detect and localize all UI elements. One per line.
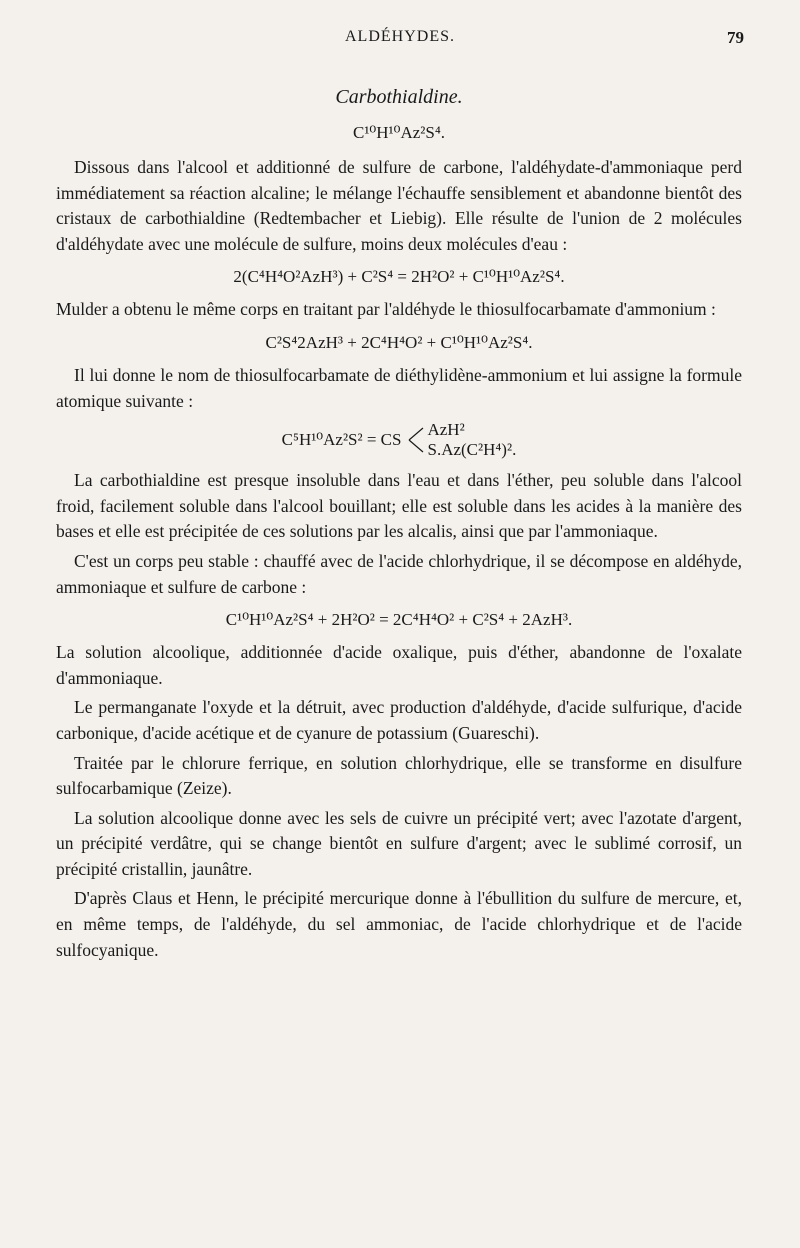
equation-formation: 2(C⁴H⁴O²AzH³) + C²S⁴ = 2H²O² + C¹⁰H¹⁰Az²S⁴. xyxy=(233,267,565,287)
running-head: ALDÉHYDES. xyxy=(345,28,455,45)
paragraph-preparation: Dissous dans l'alcool et additionné de sulfure de carbone, l'aldéhydate-d'ammoniaque perd immédiatement sa réaction alcaline; le mélange l'échauffe sensiblement et abandonne bientôt des cristaux de carbothialdine (Redtembacher et Liebig). Elle résulte de l'union de 2 molécules d'aldéhydate avec une molécule de sulfure, moins deux molécules d'eau : xyxy=(56,157,742,254)
page-body xyxy=(56,86,742,967)
paragraph-solubility: La carbothialdine est presque insoluble dans l'eau et dans l'éther, peu soluble dans l'alcool froid, facilement soluble dans l'alcool bouillant; elle est soluble dans les acides à la manière des bases et elle est précipitée de ces solutions par les alcalis, ainsi que par l'ammoniaque. xyxy=(56,470,742,542)
paragraph-nomenclature: Il lui donne le nom de thiosulfocarbamate de diéthylidène-ammonium et lui assigne la formule atomique suivante : xyxy=(56,364,742,411)
paragraph-oxalate: La solution alcoolique, additionnée d'acide oxalique, puis d'éther, abandonne de l'oxalate d'ammoniaque. xyxy=(56,642,742,688)
page-header xyxy=(56,28,744,58)
structural-formula xyxy=(56,420,742,460)
section-title: Carbothialdine. xyxy=(335,86,463,108)
equation-mulder: C²S⁴2AzH³ + 2C⁴H⁴O² + C¹⁰H¹⁰Az²S⁴. xyxy=(265,332,533,352)
paragraph-mulder: Mulder a obtenu le même corps en traitant par l'aldéhyde le thiosulfocarbamate d'ammonium : xyxy=(56,299,716,320)
paragraph-permanganate: Le permanganate l'oxyde et la détruit, avec production d'aldéhyde, d'acide sulfurique, d'acide carbonique, d'acide acétique et de cyanure de potassium (Guareschi). xyxy=(56,697,742,743)
struct-right xyxy=(427,420,516,460)
struct-left: C⁵H¹⁰Az²S² = CS xyxy=(281,430,402,450)
paragraph-copper: La solution alcoolique donne avec les sels de cuivre un précipité vert; avec l'azotate d'argent, un précipité verdâtre, qui se change bientôt en sulfure d'argent; avec le sublimé corrosif, un précipité cristallin, jaunâtre. xyxy=(56,807,742,879)
section-formula: C¹⁰H¹⁰Az²S⁴. xyxy=(353,123,445,142)
page-number: 79 xyxy=(727,28,744,47)
struct-top: AzH² xyxy=(427,420,465,440)
struct-bottom: S.Az(C²H⁴)². xyxy=(427,440,517,460)
paragraph-stability: C'est un corps peu stable : chauffé avec de l'acide chlorhydrique, il se décompose en aldéhyde, ammoniaque et sulfure de carbone : xyxy=(56,550,742,597)
bracket-icon xyxy=(407,422,427,458)
paragraph-claus-henn: D'après Claus et Henn, le précipité mercurique donne à l'ébullition du sulfure de mercure, et, en même temps, de l'aldéhyde, du sel ammoniac, de l'acide chlorhydrique et de l'acide sulfocyanique. xyxy=(56,888,742,960)
paragraph-ferric: Traitée par le chlorure ferrique, en solution chlorhydrique, elle se transforme en disulfure sulfocarbamique (Zeize). xyxy=(56,752,742,799)
equation-decomposition: C¹⁰H¹⁰Az²S⁴ + 2H²O² = 2C⁴H⁴O² + C²S⁴ + 2AzH³. xyxy=(225,610,573,630)
